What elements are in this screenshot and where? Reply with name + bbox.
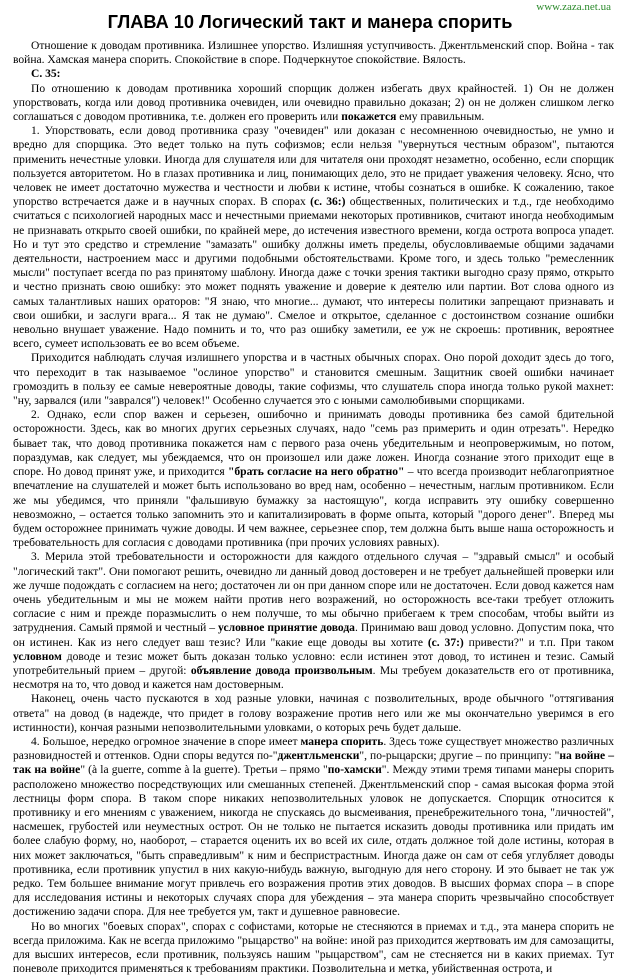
paragraph: 2. Однако, если спор важен и серьезен, ошибочно и принимать доводы противника без самой бдительной осторожности. Здесь, как во многих других серьезных случаях, надо "семь раз примерить и один отрезать". Нередко бывает так, что довод противника покажется нам с первого раза очень убедительным и неопровержимым, но потом, пораздумав, как следует, мы убеждаемся, что он произошел или даже ложен. Иногда сознание этого приходит еще в споре. Но довод принят уже, и приходится "брать согласие на него обратно" – что всегда производит неблагоприятное впечатление на слушателей и может быть использовано во вред нам, особенно – нечестным, наглым противником. Если же мы убедимся, что приняли "фальшивую бумажку за настоящую", когда исправить эту ошибку совершенно невозможно, – остается только запомнить это и капитализировать в форме опыта, который "дорого денег". Вперед мы будем осторожнее принимать чужие доводы. И чем важнее, серьезнее спор, тем должна быть выше наша осторожность и требовательность для согласия с доводами противника (при прочих условиях равных).	[13, 409, 614, 550]
site-url[interactable]: www.zaza.net.ua	[536, 1, 611, 13]
paragraph: Но во многих "боевых спорах", спорах с софистами, которые не стесняются в приемах и т.д., эта манера спорить не всегда приложима. Как не всегда приложимо "рыцарство" на войне: иной раз приходится жертвовать им для самозащиты, для высших интересов, если противник, пользуясь нашим "рыцарством", сам не стесняется ни в каких приемах. Тут поневоле приходится применяться к требованиям практики. Позволительна и метка, убийственная острота, и	[13, 920, 614, 976]
paragraph: Приходится наблюдать случая излишнего упорства и в частных обычных спорах. Оно порой доходит здесь до того, что переходит в так называемое "ослиное упорство" и становится смешным. Защитник своей ошибки начинает громоздить в пользу ее самые невероятные доводы, такие софизмы, что слушатель спора иногда только рукой махнет: "ну, зарвался (или "заврался") человек!" Особенно случается это с юными самолюбивыми спорщиками.	[13, 352, 614, 408]
paragraph: Наконец, очень часто пускаются в ход разные уловки, начиная с позволительных, вроде обычного "оттягивания ответа" на довод (в надежде, что придет в голову возражение против него или же мы окончательно уверимся в его истинности), кончая разными непозволительными уловками, о которых речь будет дальше.	[13, 693, 614, 734]
paragraph: По отношению к доводам противника хороший спорщик должен избегать двух крайностей. 1) Он не должен упорствовать, когда или довод противника очевиден, или очевидно правильно доказан; 2) он не должен слишком легко соглашаться с доводом противника, т.е. должен его проверить или покажется ему правильным.	[13, 82, 614, 124]
chapter-text	[13, 39, 614, 976]
paragraph: 1. Упорствовать, если довод противника сразу "очевиден" или доказан с несомненною очевидностью, не умно и вредно для спорщика. Это ведет только на путь софизмов; если нельзя "увернуться честным образом", пытаются применить нечестные уловки. Иногда для слушателя или для читателя они проходят незаметно, особенно, если спорщик пользуется авторитетом. Но в глазах противника и лиц, понимающих дело, это не придает уважения человеку. Ясно, что человек не имеет достаточно мужества и честности и любви к истине, чтобы сознаться в ошибке. К сожалению, такое упорство встречается даже и в научных спорах. В спорах (с. 36:) общественных, политических и т.д., где необходимо считаться с психологией народных масс и нечестными приемами некоторых противников, считают иногда необходимым не признавать открыто своей ошибки, по крайней мере, до истечения известного времени, когда острота вопроса упадет. Но и тут это средство и стремление "замазать" ошибку должны иметь пределы, обусловливаемые общими задачами деятельности, настроением масс и другими подобными обстоятельствами. Кроме того, и здесь только "ремесленник мысли" поступает всегда по раз принятому шаблону. Иногда даже с точки зрения тактики выгодно сразу прямо, открыто и честно признать свою ошибку: это может поднять уважение и доверие к деятелю или партии. Вот слова одного из самых талантливых наших ораторов: "Я знаю, что многие... думают, что интересы политики запрещают признавать и свои ошибки, и заслуги врага... Я так не думаю". Смелое и открытое, сделанное с достоинством сознание ошибки невольно внушает уважение. Надо помнить и то, что раз ошибку заметили, ее уж не скроешь: противник, вероятнее всего, сумеет использовать ее во всем объеме.	[13, 125, 615, 351]
paragraph: 4. Большое, нередко огромное значение в споре имеет манера спорить. Здесь тоже существует множество различных разновидностей и оттенков. Одни споры ведутся по-"джентльменски", по-рыцарски; другие – по принципу: "на войне – так на войне" (à la guerre, comme à la guerre). Третьи – прямо "по-хамски". Между этими тремя типами манеры спорить расположено множество посредствующих или смешанных степеней. Джентльменский спор - самая высокая форма этой лестницы форм спора. В таком споре никаких непозволительных уловок не допускается. Спорщик относится к противнику и его мнениям с уважением, никогда не спускаясь до высмеивания, пренебрежительного тона, "личностей", насмешек, грубостей или неуместных острот. Он не только не пытается исказить доводы противника или придать им более слабую форму, но, наоборот, – старается оценить их во всей их силе, отдать должное той доле истины, которая в них может заключаться, "быть справедливым" к ним и беспристрастным. Иногда даже он сам от себя углубляет доводы противника, если противник упустил в них какую-нибудь важную, выгодную для него сторону. И это бывает не так уж редко. Тем большее внимание могут привлечь его возражения против этих доводов. В высших формах спора – в споре для исследования истины и некоторых случаях спора для убеждения – эта манера спорить чрезвычайно способствует достижению задачи спора. Для нее требуется ум, такт и душевное равновесие.	[13, 735, 614, 919]
paragraph: 3. Мерила этой требовательности и осторожности для каждого отдельного случая – "здравый смысл" и особый "логический такт". Они помогают решить, очевидно ли данный довод достоверен и не требует дальнейшей проверки или же лучше подождать с согласием на него; достаточен ли он при данном споре или не достаточен. Если довод кажется нам очень убедительным и мы не можем найти против него возражений, но осторожность все-таки требует отложить согласие с ним и прежде поразмыслить о нем получше, то мы обычно прибегаем к трем способам, чтобы выйти из затруднения. Самый прямой и честный – условное принятие довода. Принимаю ваш довод условно. Допустим пока, что он истинен. Как из него следует ваш тезис? Или "какие еще доводы вы хотите (с. 37:) привести?" и т.п. При таком условном доводе и тезис может быть доказан только условно: если истинен этот довод, то истинен и тезис. Самый употребительный прием – другой: объявление довода произвольным. Мы требуем доказательств его от противника, несмотря на то, что довод и кажется нам достоверным.	[13, 551, 615, 692]
page-marker: (с. 36:)	[310, 196, 346, 209]
chapter-intro: Отношение к доводам противника. Излишнее упорство. Излишняя уступчивость. Джентльменский спор. Война - так война. Хамская манера спорить. Спокойствие в споре. Подчеркнутое спокойствие. Вялость.	[13, 40, 614, 67]
chapter-title: ГЛАВА 10 Логический такт и манера спорить	[107, 12, 513, 32]
page-marker: С. 35:	[31, 68, 61, 81]
page-marker: (с. 37:)	[427, 636, 464, 649]
